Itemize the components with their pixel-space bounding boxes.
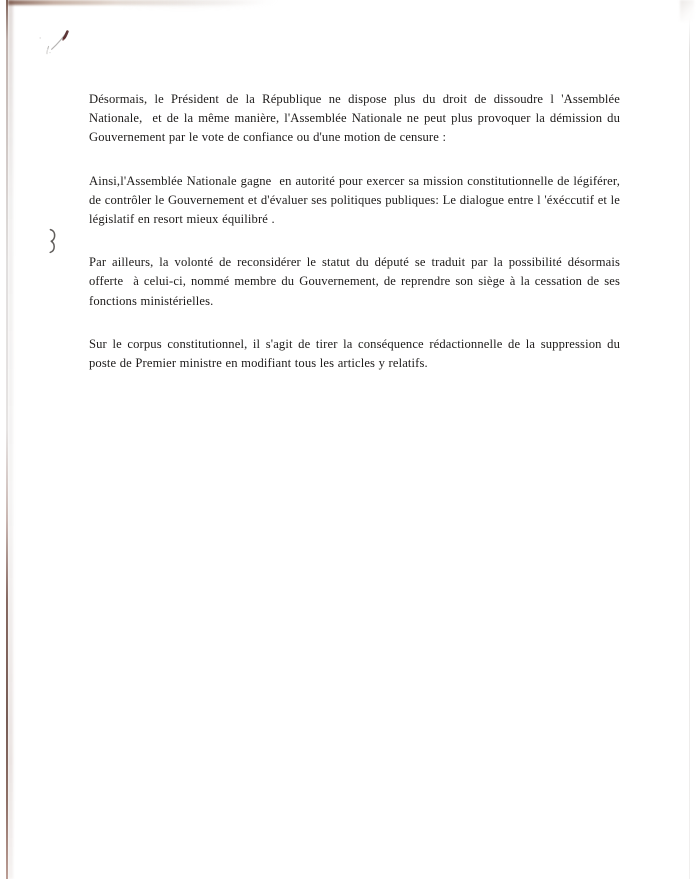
scan-right-edge-line: [689, 18, 690, 879]
handwriting-brace-mark-icon: [44, 228, 64, 254]
document-text-body: [89, 90, 624, 373]
scan-top-right-corner-shadow: [680, 0, 694, 22]
scan-left-edge-halo: [8, 0, 13, 879]
paragraph-dissolution: Désormais, le Président de la République ne dispose plus du droit de dissoudre l 'Assemblée Nationale, et de la même manière, l'Assemblée Nationale ne peut plus provoquer la démission du Gouvernement par le vote de confiance ou d'une motion de censure :: [89, 92, 624, 145]
paragraph-corpus: Sur le corpus constitutionnel, il s'agit de tirer la conséquence rédactionnelle de la suppression du poste de Premier ministre en modifiant tous les articles y relatifs.: [89, 336, 624, 371]
scan-left-outer-white-strip: [0, 0, 6, 879]
paragraph-autorite: Ainsi,l'Assemblée Nationale gagne en autorité pour exercer sa mission constitutionnelle de légiférer, de contrôler le Gouvernement et d'évaluer ses politiques publiques: Le dialogue entre l 'éxéccutif et le législatif en resort mieux équilibré .: [89, 173, 624, 227]
scan-top-edge-haze: [120, 0, 280, 8]
handwriting-diagonal-stroke-icon: [38, 30, 80, 62]
paragraph-depute: Par ailleurs, la volonté de reconsidérer le statut du député se traduit par la possibilité désormais offerte à celui-ci, nommé membre du Gouvernement, de reprendre son siège à la cessation de ses fonctions ministérielles.: [89, 255, 624, 308]
